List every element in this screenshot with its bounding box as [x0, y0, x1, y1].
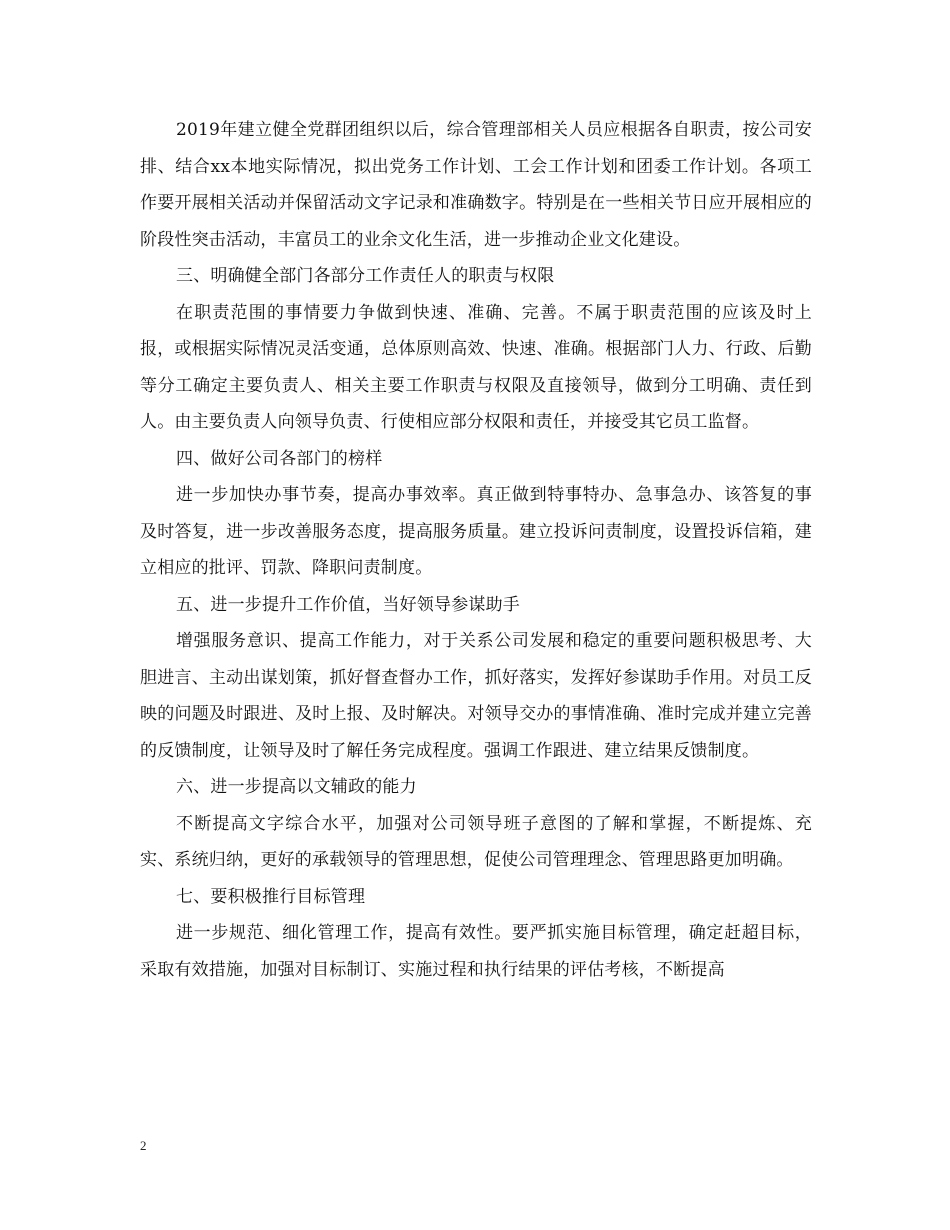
document-body: [140, 112, 812, 988]
paragraph-target-management: 进一步规范、细化管理工作，提高有效性。要严抓实施目标管理，确定赶超目标，采取有效措施，加强对目标制订、实施过程和执行结果的评估考核，不断提高: [140, 923, 812, 980]
section-heading-four: 四、做好公司各部门的榜样: [176, 448, 383, 469]
section-heading-three: 三、明确健全部门各部分工作责任人的职责与权限: [176, 266, 555, 286]
paragraph-service-awareness: 增强服务意识、提高工作能力，对于关系公司发展和稳定的重要问题积极思考、大胆进言、主动出谋划策，抓好督查督办工作，抓好落实，发挥好参谋助手作用。对员工反映的问题及时跟进、及时上报、及时解决。对领导交办的事情准确、准时完成并建立完善的反馈制度，让领导及时了解任务完成程度。强调工作跟进、建立结果反馈制度。: [140, 631, 812, 761]
page-number: 2: [140, 1138, 147, 1153]
section-heading-seven: 七、要积极推行目标管理: [176, 886, 366, 907]
paragraph-writing-ability: 不断提高文字综合水平，加强对公司领导班子意图的了解和掌握，不断提炼、充实、系统归纳，更好的承载领导的管理思想，促使公司管理理念、管理思路更加明确。: [140, 813, 812, 870]
paragraph-party-work-plan: 2019年建立健全党群团组织以后，综合管理部相关人员应根据各自职责，按公司安排、结合xx本地实际情况，拟出党务工作计划、工会工作计划和团委工作计划。各项工作要开展相关活动并保留活动文字记录和准确数字。特别是在一些相关节日应开展相应的阶段性突击活动，丰富员工的业余文化生活，进一步推动企业文化建设。: [140, 120, 812, 250]
paragraph-efficiency: 进一步加快办事节奏，提高办事效率。真正做到特事特办、急事急办、该答复的事及时答复，进一步改善服务态度，提高服务质量。建立投诉问责制度，设置投诉信箱，建立相应的批评、罚款、降职问责制度。: [140, 485, 812, 578]
section-heading-five: 五、进一步提升工作价值，当好领导参谋助手: [176, 594, 520, 615]
paragraph-responsibilities: 在职责范围的事情要力争做到快速、准确、完善。不属于职责范围的应该及时上报，或根据实际情况灵活变通，总体原则高效、快速、准确。根据部门人力、行政、后勤等分工确定主要负责人、相关主要工作职责与权限及直接领导，做到分工明确、责任到人。由主要负责人向领导负责、行使相应部分权限和责任，并接受其它员工监督。: [140, 302, 812, 432]
section-heading-six: 六、进一步提高以文辅政的能力: [176, 777, 417, 797]
